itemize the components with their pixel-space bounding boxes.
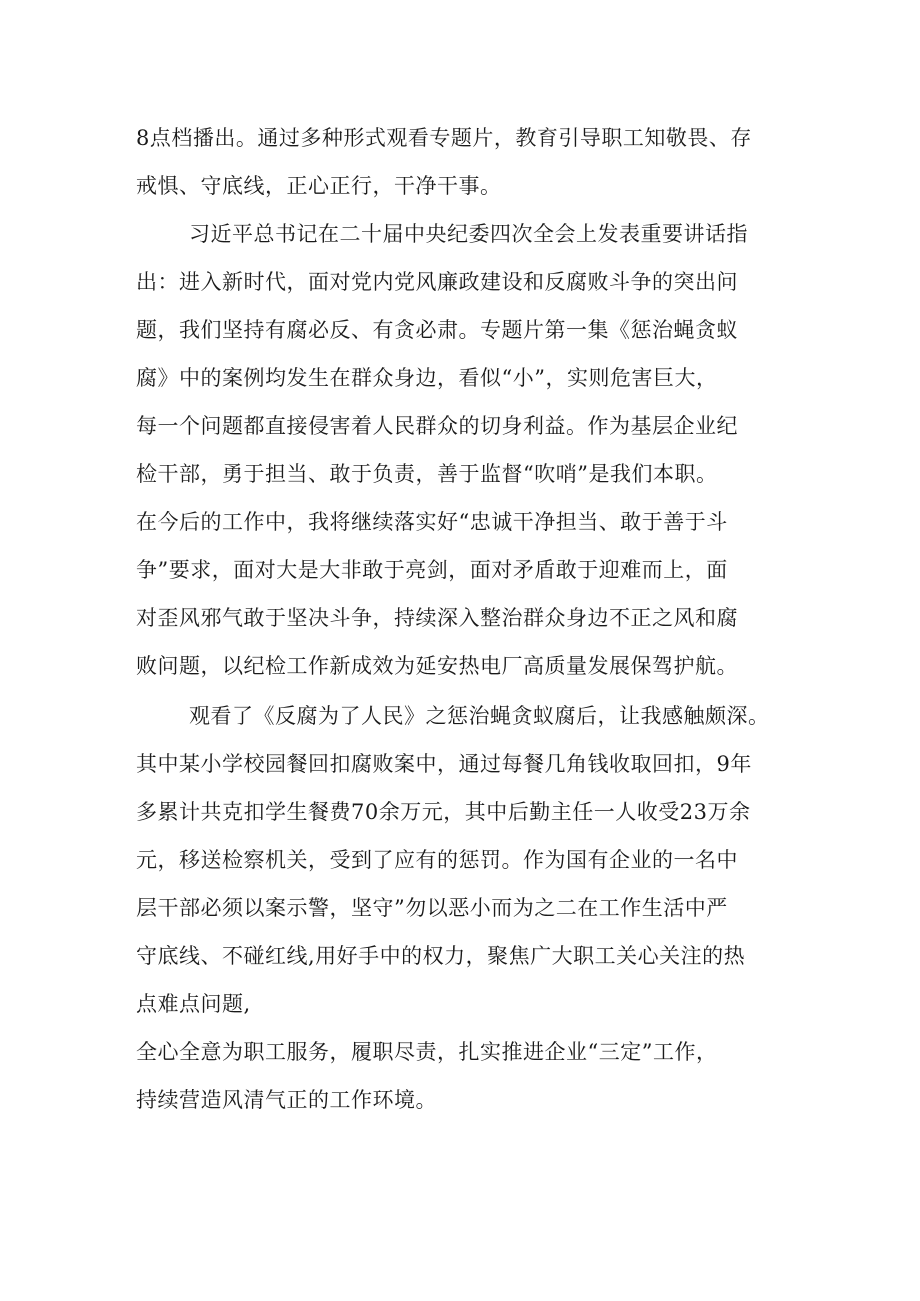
paragraph-1-line-2: 戒惧、守底线，正心正行，干净干事。	[136, 174, 502, 198]
paragraph-3-line-8: 全心全意为职工服务，履职尽责，扎实推进企业“三定”工作，	[136, 1040, 718, 1064]
paragraph-2-line-8: 争”要求，面对大是大非敢于亮剑，面对矛盾敢于迎难而上，面	[136, 558, 728, 582]
paragraph-2-line-10: 败问题，以纪检工作新成效为延安热电厂高质量发展保驾护航。	[136, 654, 738, 678]
paragraph-2-line-3: 题，我们坚持有腐必反、有贪必肃。专题片第一集《惩治蝇贪蚁	[136, 318, 738, 342]
paragraph-2-line-9: 对歪风邪气敢于坚决斗争，持续深入整治群众身边不正之风和腐	[136, 606, 738, 630]
paragraph-3-line-1: 观看了《反腐为了人民》之惩治蝇贪蚁腐后，让我感触颇深。	[189, 704, 770, 728]
paragraph-2-line-5: 每一个问题都直接侵害着人民群众的切身利益。作为基层企业纪	[136, 414, 738, 438]
paragraph-3-line-9: 持续营造风清气正的工作环境。	[136, 1088, 437, 1112]
paragraph-3-line-6: 守底线、不碰红线,用好手中的权力，聚焦广大职工关心关注的热	[136, 944, 746, 968]
paragraph-1-line-1: 8点档播出。通过多种形式观看专题片，教育引导职工知敬畏、存	[136, 126, 752, 150]
paragraph-2-line-7: 在今后的工作中，我将继续落实好“忠诚干净担当、敢于善于斗	[136, 510, 728, 534]
paragraph-2-line-6: 检干部，勇于担当、敢于负责，善于监督“吹哨”是我们本职。	[136, 462, 718, 486]
paragraph-3-line-5: 层干部必须以案示警，坚守”勿以恶小而为之二在工作生活中严	[136, 896, 728, 920]
paragraph-3-line-7: 点难点问题,	[136, 992, 251, 1016]
paragraph-3-line-2: 其中某小学校园餐回扣腐败案中，通过每餐几角钱收取回扣，9年	[136, 752, 752, 776]
paragraph-3-line-4: 元，移送检察机关，受到了应有的惩罚。作为国有企业的一名中	[136, 848, 738, 872]
paragraph-2-line-1: 习近平总书记在二十届中央纪委四次全会上发表重要讲话指	[189, 222, 748, 246]
paragraph-3-line-3: 多累计共克扣学生餐费70余万元，其中后勤主任一人收受23万余	[136, 800, 751, 824]
paragraph-2-line-2: 出：进入新时代，面对党内党风廉政建设和反腐败斗争的突出问	[136, 270, 738, 294]
paragraph-2-line-4: 腐》中的案例均发生在群众身边，看似“小”，实则危害巨大，	[136, 366, 718, 390]
